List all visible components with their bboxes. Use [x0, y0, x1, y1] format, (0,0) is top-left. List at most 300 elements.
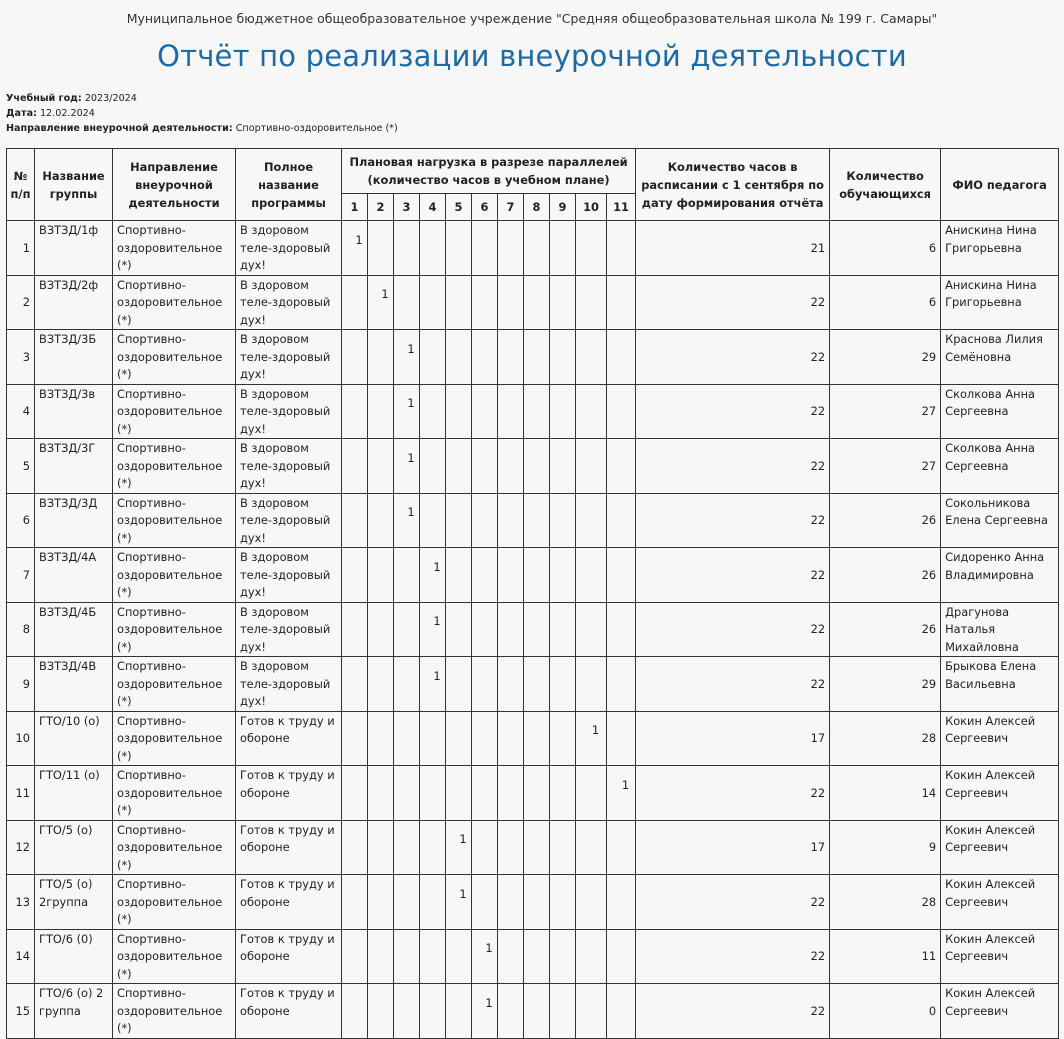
grade-hours-cell — [394, 657, 420, 712]
group-name: ВЗТЗД/4А — [35, 548, 113, 603]
table-row — [7, 493, 1059, 548]
table-row — [7, 875, 1059, 930]
grade-hours-cell — [446, 875, 472, 930]
direction: Спортивно-оздоровительное (*) — [113, 602, 236, 657]
direction: Спортивно-оздоровительное (*) — [113, 711, 236, 766]
student-count: 28 — [830, 875, 941, 930]
grade-hours-cell — [420, 984, 446, 1039]
grade-hours-cell — [576, 439, 607, 494]
grade-header: 7 — [498, 194, 524, 221]
grade-hours-cell — [498, 984, 524, 1039]
grade-header: 5 — [446, 194, 472, 221]
grade-hours-cell — [607, 602, 636, 657]
grade-hours-cell — [550, 929, 576, 984]
group-name: ВЗТЗД/3Б — [35, 330, 113, 385]
table-row — [7, 221, 1059, 276]
col-teacher-header: ФИО педагога — [941, 149, 1059, 221]
grade-hours-cell — [576, 221, 607, 276]
grade-hours-cell — [446, 384, 472, 439]
grade-hours-cell — [576, 875, 607, 930]
grade-hours-cell — [472, 602, 498, 657]
grade-hours-cell — [394, 384, 420, 439]
row-number: 12 — [7, 820, 35, 875]
row-number: 3 — [7, 330, 35, 385]
student-count: 26 — [830, 548, 941, 603]
group-name: ВЗТЗД/3в — [35, 384, 113, 439]
grade-hours-cell — [498, 766, 524, 821]
grade-hours-cell — [420, 820, 446, 875]
student-count: 27 — [830, 384, 941, 439]
grade-hours-cell — [498, 384, 524, 439]
grade-hours-cell — [368, 984, 394, 1039]
program-name: Готов к труду и обороне — [236, 929, 342, 984]
grade-hours-value: 1 — [485, 995, 493, 1010]
scheduled-hours: 22 — [636, 384, 830, 439]
school-name: Муниципальное бюджетное общеобразовательное учреждение "Средняя общеобразовательная школа № 199 г. Самары" — [126, 11, 938, 26]
program-name: В здоровом теле-здоровый дух! — [236, 275, 342, 330]
grade-hours-cell — [524, 493, 550, 548]
grade-hours-cell — [576, 384, 607, 439]
grade-hours-cell — [368, 602, 394, 657]
grade-hours-cell — [607, 875, 636, 930]
col-students-header: Количество обучающихся — [830, 149, 941, 221]
grade-header: 8 — [524, 194, 550, 221]
grade-hours-cell — [472, 330, 498, 385]
meta-date — [6, 106, 1064, 121]
row-number: 7 — [7, 548, 35, 603]
grade-hours-value: 1 — [407, 450, 415, 465]
col-num-header: № п/п — [7, 149, 35, 221]
col-hours-header: Количество часов в расписании с 1 сентября по дату формирования отчёта — [636, 149, 830, 221]
direction: Спортивно-оздоровительное (*) — [113, 766, 236, 821]
grade-hours-cell — [607, 766, 636, 821]
direction: Спортивно-оздоровительное (*) — [113, 875, 236, 930]
grade-hours-cell — [524, 221, 550, 276]
grade-hours-cell — [524, 929, 550, 984]
grade-hours-cell — [342, 384, 368, 439]
row-number: 14 — [7, 929, 35, 984]
grade-hours-cell — [607, 711, 636, 766]
grade-hours-cell — [498, 602, 524, 657]
grade-hours-value: 1 — [433, 668, 441, 683]
scheduled-hours: 22 — [636, 984, 830, 1039]
scheduled-hours: 22 — [636, 929, 830, 984]
grade-hours-cell — [342, 657, 368, 712]
grade-hours-cell — [607, 330, 636, 385]
program-name: В здоровом теле-здоровый дух! — [236, 657, 342, 712]
col-program-header: Полное название программы — [236, 149, 342, 221]
grade-hours-value: 1 — [407, 505, 415, 519]
table-row — [7, 384, 1059, 439]
grade-hours-value: 1 — [621, 777, 630, 792]
grade-hours-cell — [550, 820, 576, 875]
grade-hours-cell — [576, 984, 607, 1039]
grade-hours-cell — [342, 493, 368, 548]
scheduled-hours: 22 — [636, 275, 830, 330]
grade-hours-cell — [550, 711, 576, 766]
group-name: ГТО/11 (о) — [35, 766, 113, 821]
grade-hours-cell — [550, 766, 576, 821]
grade-hours-cell — [607, 548, 636, 603]
grade-hours-cell — [472, 929, 498, 984]
scheduled-hours: 22 — [636, 493, 830, 548]
grade-hours-cell — [368, 929, 394, 984]
table-row — [7, 766, 1059, 821]
scheduled-hours: 22 — [636, 548, 830, 603]
grade-hours-cell — [576, 820, 607, 875]
teacher-name: Краснова Лилия Семёновна — [941, 330, 1059, 385]
grade-hours-cell — [446, 221, 472, 276]
grade-hours-cell — [394, 875, 420, 930]
grade-hours-cell — [550, 602, 576, 657]
grade-hours-cell — [607, 493, 636, 548]
grade-hours-cell — [368, 711, 394, 766]
program-name: В здоровом теле-здоровый дух! — [236, 548, 342, 603]
scheduled-hours: 21 — [636, 221, 830, 276]
grade-hours-cell — [607, 984, 636, 1039]
grade-hours-cell — [472, 766, 498, 821]
grade-hours-cell — [342, 330, 368, 385]
grade-hours-cell — [498, 439, 524, 494]
direction: Спортивно-оздоровительное (*) — [113, 493, 236, 548]
grade-hours-cell — [498, 875, 524, 930]
grade-hours-cell — [550, 984, 576, 1039]
grade-hours-cell — [420, 929, 446, 984]
table-row — [7, 820, 1059, 875]
row-number: 5 — [7, 439, 35, 494]
grade-hours-cell — [607, 439, 636, 494]
grade-hours-cell — [342, 875, 368, 930]
group-name: ВЗТЗД/1ф — [35, 221, 113, 276]
row-number: 11 — [7, 766, 35, 821]
scheduled-hours: 22 — [636, 766, 830, 821]
grade-hours-cell — [524, 439, 550, 494]
student-count: 6 — [830, 275, 941, 330]
teacher-name: Сколкова Анна Сергеевна — [941, 384, 1059, 439]
grade-hours-cell — [368, 493, 394, 548]
student-count: 28 — [830, 711, 941, 766]
meta-direction — [6, 121, 1064, 136]
student-count: 29 — [830, 657, 941, 712]
grade-hours-cell — [342, 929, 368, 984]
direction: Спортивно-оздоровительное (*) — [113, 820, 236, 875]
grade-hours-cell — [550, 493, 576, 548]
grade-hours-cell — [576, 275, 607, 330]
teacher-name: Кокин Алексей Сергеевич — [941, 711, 1059, 766]
grade-hours-cell — [472, 275, 498, 330]
teacher-name: Сидоренко Анна Владимировна — [941, 548, 1059, 603]
grade-hours-cell — [524, 820, 550, 875]
group-name: ГТО/5 (о) 2группа — [35, 875, 113, 930]
grade-hours-cell — [446, 766, 472, 821]
grade-hours-cell — [472, 875, 498, 930]
grade-hours-cell — [524, 548, 550, 603]
grade-header: 1 — [342, 194, 368, 221]
grade-hours-cell — [524, 330, 550, 385]
table-row — [7, 330, 1059, 385]
program-name: Готов к труду и обороне — [236, 984, 342, 1039]
grade-hours-cell — [446, 657, 472, 712]
grade-hours-cell — [550, 548, 576, 603]
direction: Спортивно-оздоровительное (*) — [113, 657, 236, 712]
program-name: В здоровом теле-здоровый дух! — [236, 330, 342, 385]
grade-hours-cell — [420, 493, 446, 548]
grade-hours-cell — [420, 766, 446, 821]
grade-hours-cell — [420, 602, 446, 657]
grade-hours-cell — [420, 875, 446, 930]
program-name: Готов к труду и обороне — [236, 711, 342, 766]
grade-hours-cell — [550, 657, 576, 712]
grade-hours-cell — [607, 657, 636, 712]
report-table — [6, 148, 1059, 1039]
scheduled-hours: 22 — [636, 330, 830, 385]
group-name: ВЗТЗД/3Д — [35, 493, 113, 548]
group-name: ВЗТЗД/4В — [35, 657, 113, 712]
program-name: Готов к труду и обороне — [236, 875, 342, 930]
grade-hours-cell — [342, 602, 368, 657]
grade-hours-cell — [576, 929, 607, 984]
program-name: В здоровом теле-здоровый дух! — [236, 493, 342, 548]
grade-hours-cell — [607, 275, 636, 330]
group-name: ГТО/5 (о) — [35, 820, 113, 875]
teacher-name: Кокин Алексей Сергеевич — [941, 929, 1059, 984]
table-row — [7, 275, 1059, 330]
grade-hours-value: 1 — [485, 941, 493, 955]
scheduled-hours: 17 — [636, 711, 830, 766]
col-direction-header: Направление внеурочной деятельности — [113, 149, 236, 221]
grade-hours-cell — [498, 548, 524, 603]
grade-hours-cell — [420, 384, 446, 439]
grade-hours-cell — [446, 711, 472, 766]
grade-hours-cell — [607, 221, 636, 276]
group-name: ГТО/6 (о) 2 группа — [35, 984, 113, 1039]
grade-hours-cell — [394, 439, 420, 494]
row-number: 10 — [7, 711, 35, 766]
student-count: 26 — [830, 493, 941, 548]
grade-hours-cell — [576, 548, 607, 603]
grade-hours-cell — [550, 439, 576, 494]
grade-hours-cell — [576, 493, 607, 548]
student-count: 14 — [830, 766, 941, 821]
student-count: 26 — [830, 602, 941, 657]
scheduled-hours: 17 — [636, 820, 830, 875]
grade-hours-cell — [607, 929, 636, 984]
program-name: В здоровом теле-здоровый дух! — [236, 221, 342, 276]
grade-hours-cell — [420, 275, 446, 330]
scheduled-hours: 22 — [636, 602, 830, 657]
grade-hours-cell — [498, 275, 524, 330]
grade-hours-value: 1 — [459, 886, 467, 901]
grade-hours-cell — [446, 929, 472, 984]
grade-hours-cell — [472, 820, 498, 875]
grade-hours-cell — [342, 820, 368, 875]
grade-hours-cell — [498, 711, 524, 766]
grade-hours-cell — [576, 657, 607, 712]
teacher-name: Кокин Алексей Сергеевич — [941, 820, 1059, 875]
grade-hours-cell — [446, 330, 472, 385]
grade-hours-cell — [472, 711, 498, 766]
grade-hours-cell — [394, 493, 420, 548]
grade-hours-cell — [420, 330, 446, 385]
grade-hours-cell — [394, 548, 420, 603]
grade-hours-cell — [394, 766, 420, 821]
grade-hours-cell — [420, 221, 446, 276]
grade-hours-cell — [524, 657, 550, 712]
grade-hours-cell — [368, 657, 394, 712]
grade-hours-value: 1 — [407, 396, 415, 410]
group-name: ГТО/6 (0) — [35, 929, 113, 984]
student-count: 0 — [830, 984, 941, 1039]
program-name: Готов к труду и обороне — [236, 820, 342, 875]
grade-hours-cell — [368, 221, 394, 276]
grade-hours-cell — [420, 548, 446, 603]
direction: Спортивно-оздоровительное (*) — [113, 384, 236, 439]
grade-hours-cell — [342, 766, 368, 821]
grade-hours-cell — [342, 221, 368, 276]
teacher-name: Сколкова Анна Сергеевна — [941, 439, 1059, 494]
grade-hours-cell — [394, 275, 420, 330]
teacher-name: Кокин Алексей Сергеевич — [941, 766, 1059, 821]
grade-hours-value: 1 — [433, 614, 441, 628]
grade-hours-cell — [368, 275, 394, 330]
grade-hours-cell — [394, 602, 420, 657]
grade-hours-cell — [342, 439, 368, 494]
table-row — [7, 929, 1059, 984]
grade-hours-cell — [420, 439, 446, 494]
grade-header: 11 — [607, 194, 636, 221]
grade-hours-cell — [550, 875, 576, 930]
row-number: 9 — [7, 657, 35, 712]
grade-hours-value: 1 — [591, 723, 600, 737]
grade-hours-cell — [498, 330, 524, 385]
row-number: 6 — [7, 493, 35, 548]
student-count: 9 — [830, 820, 941, 875]
scheduled-hours: 22 — [636, 657, 830, 712]
grade-hours-cell — [524, 384, 550, 439]
direction: Спортивно-оздоровительное (*) — [113, 439, 236, 494]
table-row — [7, 602, 1059, 657]
grade-hours-cell — [498, 820, 524, 875]
grade-hours-value: 1 — [381, 287, 389, 301]
report-meta — [6, 91, 1064, 136]
grade-hours-cell — [368, 766, 394, 821]
meta-direction-label: Направление внеурочной деятельности: — [6, 123, 233, 134]
program-name: В здоровом теле-здоровый дух! — [236, 384, 342, 439]
teacher-name: Анискина Нина Григорьевна — [941, 275, 1059, 330]
row-number: 1 — [7, 221, 35, 276]
grade-hours-cell — [524, 711, 550, 766]
teacher-name: Кокин Алексей Сергеевич — [941, 984, 1059, 1039]
page-title: Отчёт по реализации внеурочной деятельности — [157, 39, 907, 73]
grade-header: 9 — [550, 194, 576, 221]
grade-hours-cell — [446, 493, 472, 548]
program-name: Готов к труду и обороне — [236, 766, 342, 821]
group-name: ГТО/10 (о) — [35, 711, 113, 766]
group-name: ВЗТЗД/4Б — [35, 602, 113, 657]
grade-hours-cell — [368, 875, 394, 930]
group-name: ВЗТЗД/3Г — [35, 439, 113, 494]
grade-hours-cell — [576, 711, 607, 766]
row-number: 2 — [7, 275, 35, 330]
grade-hours-cell — [576, 330, 607, 385]
grade-hours-cell — [524, 984, 550, 1039]
grade-header: 4 — [420, 194, 446, 221]
meta-direction-value: Спортивно-оздоровительное (*) — [235, 123, 398, 134]
row-number: 13 — [7, 875, 35, 930]
grade-hours-cell — [607, 384, 636, 439]
group-name: ВЗТЗД/2ф — [35, 275, 113, 330]
grade-hours-cell — [420, 711, 446, 766]
grade-hours-cell — [524, 766, 550, 821]
scheduled-hours: 22 — [636, 439, 830, 494]
grade-hours-cell — [576, 602, 607, 657]
grade-header: 10 — [576, 194, 607, 221]
row-number: 4 — [7, 384, 35, 439]
direction: Спортивно-оздоровительное (*) — [113, 548, 236, 603]
meta-date-value: 12.02.2024 — [39, 108, 95, 119]
grade-hours-cell — [446, 820, 472, 875]
grade-hours-cell — [550, 275, 576, 330]
grade-hours-cell — [472, 221, 498, 276]
grade-hours-value: 1 — [433, 559, 441, 574]
grade-hours-cell — [524, 602, 550, 657]
grade-hours-value: 1 — [355, 232, 363, 247]
grade-hours-cell — [368, 384, 394, 439]
grade-hours-cell — [342, 984, 368, 1039]
grade-hours-value: 1 — [459, 832, 467, 846]
grade-hours-cell — [368, 330, 394, 385]
student-count: 6 — [830, 221, 941, 276]
grade-hours-cell — [472, 657, 498, 712]
direction: Спортивно-оздоровительное (*) — [113, 275, 236, 330]
teacher-name: Анискина Нина Григорьевна — [941, 221, 1059, 276]
grade-hours-cell — [394, 929, 420, 984]
grade-hours-cell — [524, 275, 550, 330]
direction: Спортивно-оздоровительное (*) — [113, 221, 236, 276]
grade-hours-cell — [472, 984, 498, 1039]
grade-hours-cell — [498, 929, 524, 984]
grade-hours-cell — [394, 984, 420, 1039]
row-number: 8 — [7, 602, 35, 657]
meta-year-label: Учебный год: — [6, 93, 82, 104]
grade-hours-cell — [342, 275, 368, 330]
direction: Спортивно-оздоровительное (*) — [113, 984, 236, 1039]
grade-hours-cell — [446, 984, 472, 1039]
direction: Спортивно-оздоровительное (*) — [113, 330, 236, 385]
table-row — [7, 657, 1059, 712]
grade-hours-cell — [550, 330, 576, 385]
grade-hours-cell — [446, 548, 472, 603]
meta-year — [6, 91, 1064, 106]
grade-hours-value: 1 — [407, 341, 415, 356]
grade-hours-cell — [394, 820, 420, 875]
program-name: В здоровом теле-здоровый дух! — [236, 439, 342, 494]
grade-header: 2 — [368, 194, 394, 221]
student-count: 29 — [830, 330, 941, 385]
table-row — [7, 439, 1059, 494]
teacher-name: Брыкова Елена Васильевна — [941, 657, 1059, 712]
grade-hours-cell — [446, 602, 472, 657]
grade-hours-cell — [472, 493, 498, 548]
row-number: 15 — [7, 984, 35, 1039]
grade-hours-cell — [524, 875, 550, 930]
grade-hours-cell — [550, 384, 576, 439]
grade-hours-cell — [368, 820, 394, 875]
grade-hours-cell — [498, 221, 524, 276]
grade-hours-cell — [472, 384, 498, 439]
grade-hours-cell — [342, 548, 368, 603]
program-name: В здоровом теле-здоровый дух! — [236, 602, 342, 657]
